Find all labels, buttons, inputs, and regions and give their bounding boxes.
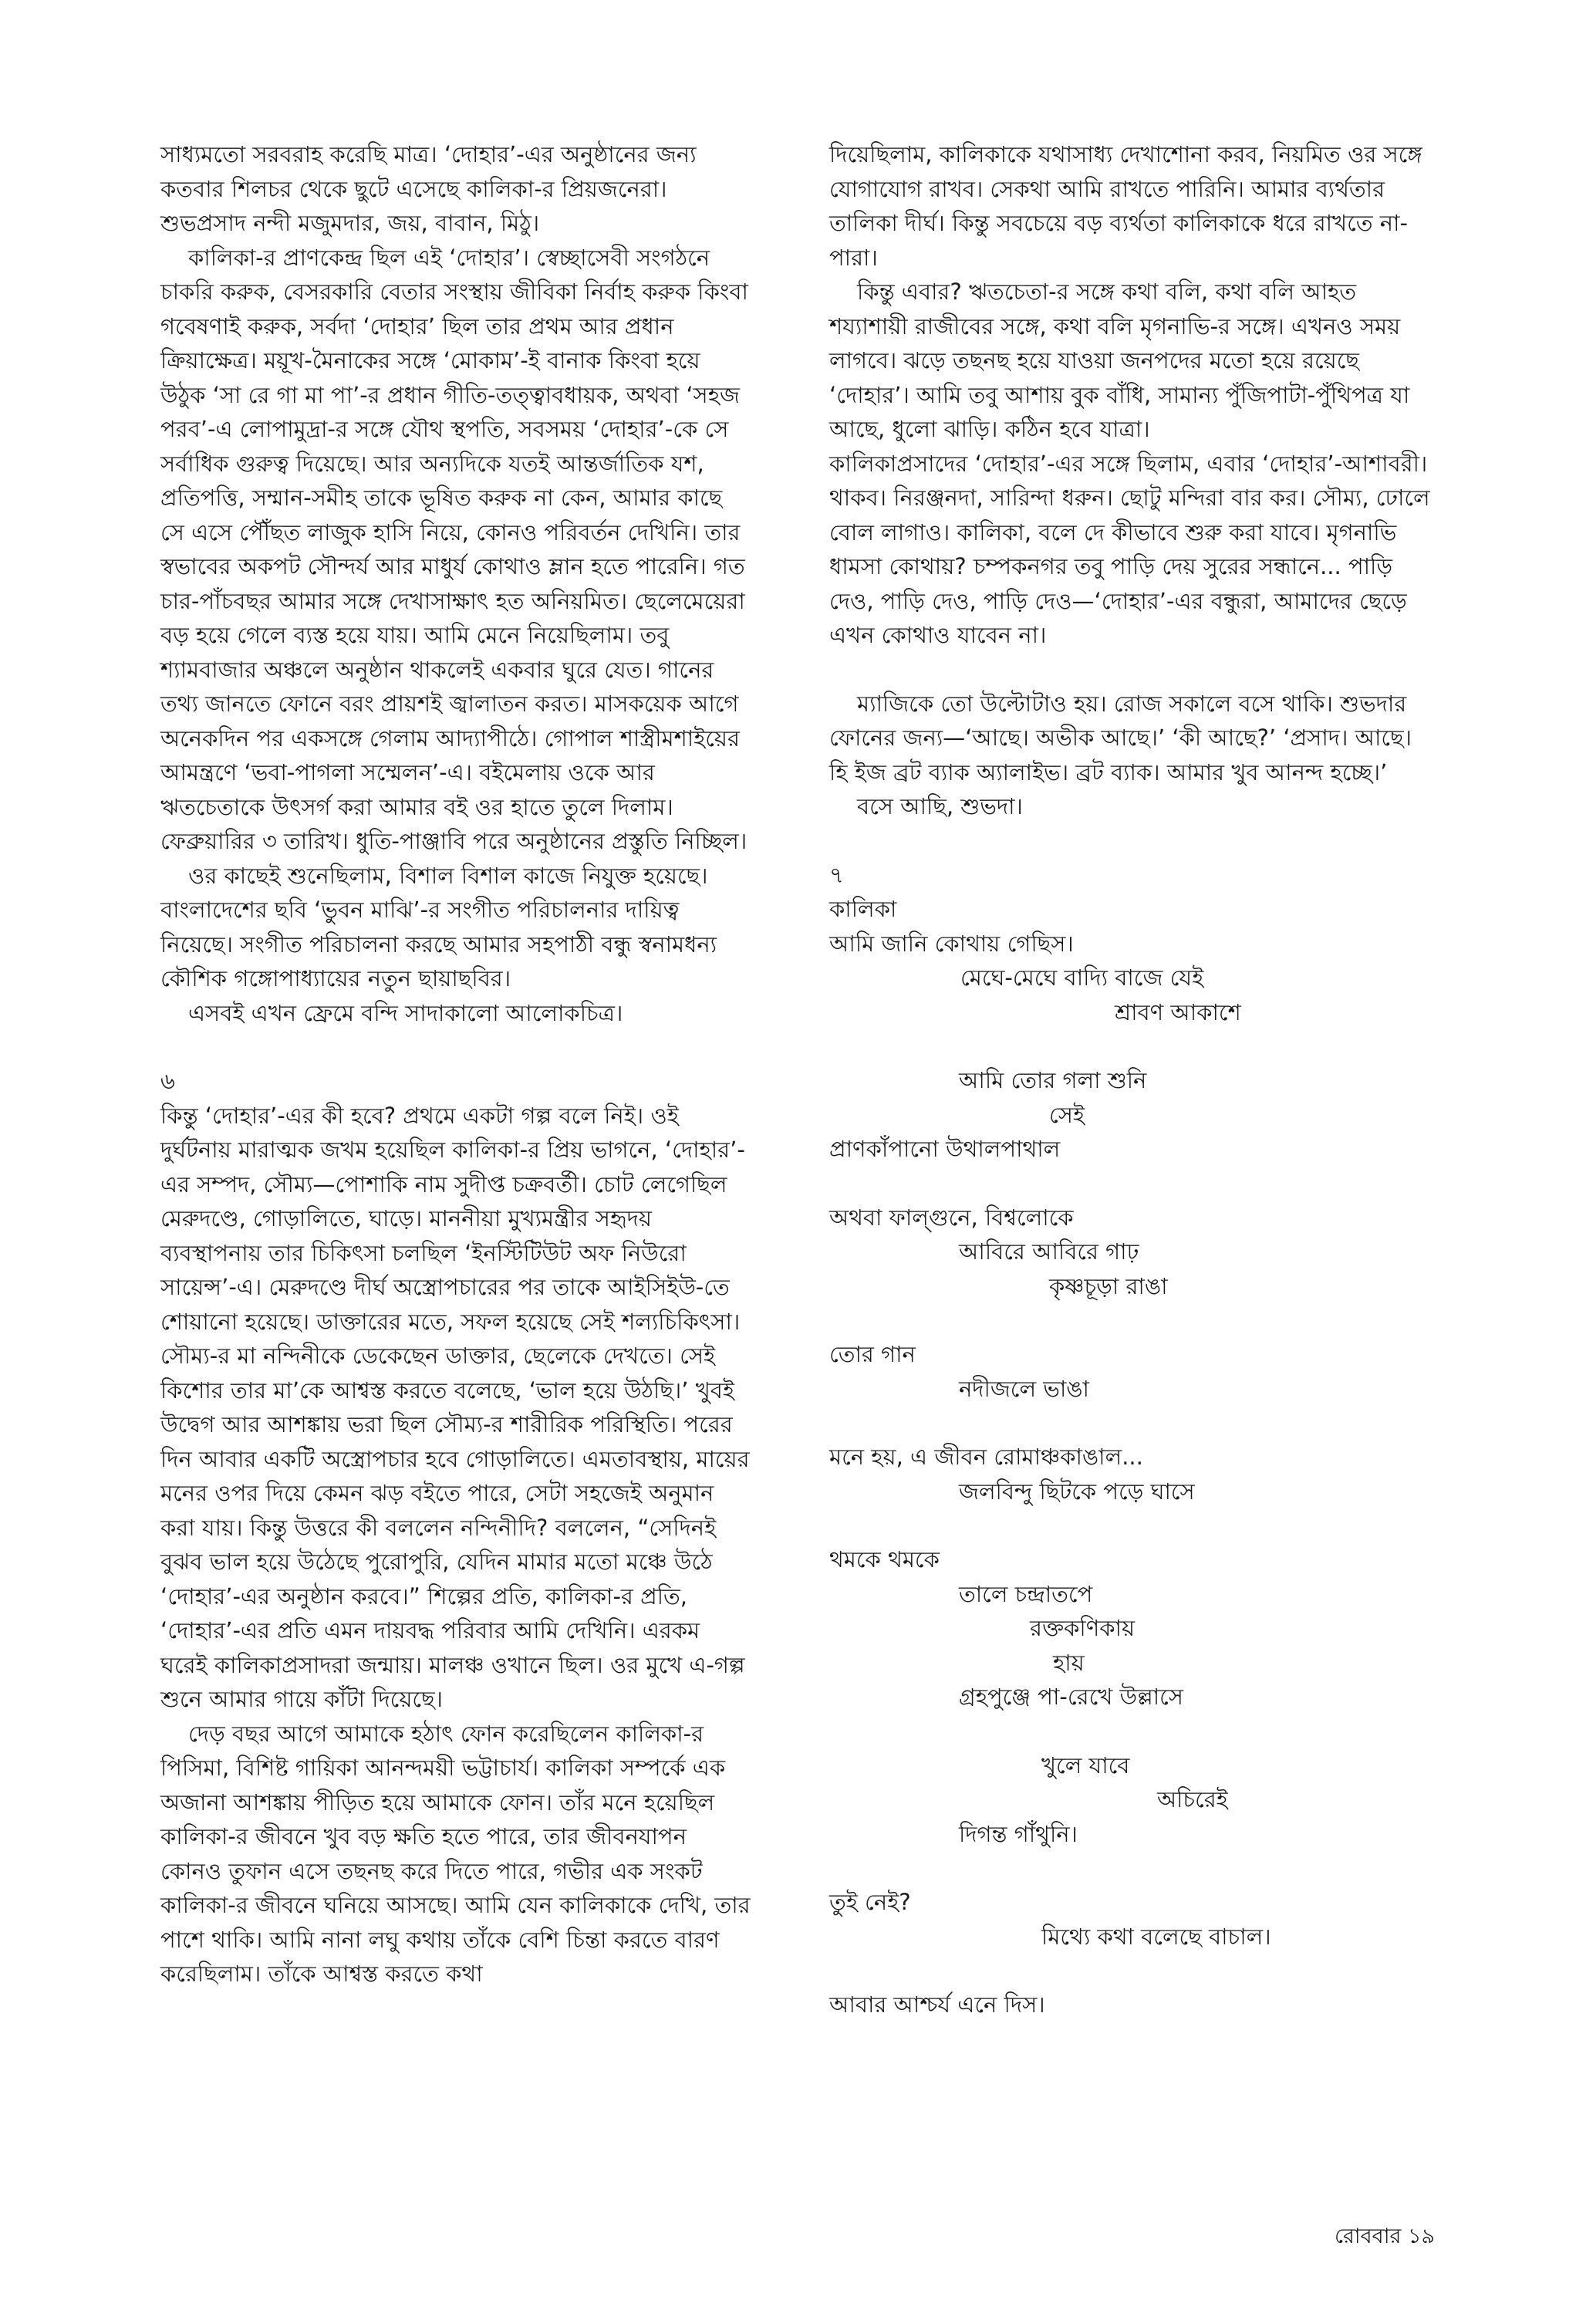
- poem-line: গ্রহপুঞ্জে পা-রেখে উল্লাসে: [959, 1684, 1183, 1710]
- paragraph: কালিকাপ্রসাদের ‘দোহার’-এর সঙ্গে ছিলাম, এবার ‘দোহার’-আশাবরী। থাকব। নিরঞ্জনদা, সারিন্দা ধরুন। ছোটু মন্দিরা বার কর। সৌম্য, ঢোলে বোল লাগাও। কালিকা, বলে দে কীভাবে শুরু করা যাবে। মৃগনাভি ধামসা কোথায়? চম্পকনগর তবু পাড়ি দেয় সুরের সন্ধানে... পাড়ি দেও, পাড়ি দেও, পাড়ি দেও—‘দোহার’-এর বন্ধুরা, আমাদের ছেড়ে এখন কোথাও যাবেন না।: [829, 450, 1430, 648]
- poem-line: সেই: [1049, 1101, 1085, 1128]
- poem-line: খুলে যাবে: [1041, 1751, 1130, 1778]
- poem-line: মেঘে-মেঘে বাদ্যি বাজে যেই: [960, 964, 1204, 991]
- poem-line: আবিরে আবিরে গাঢ়: [959, 1238, 1139, 1265]
- left-column: [160, 137, 751, 1991]
- paragraph: ওর কাছেই শুনেছিলাম, বিশাল বিশাল কাজে নিযুক্ত হয়েছে। বাংলাদেশের ছবি ‘ভুবন মাঝি’-র সংগীত পরিচালনার দায়িত্ব নিয়েছে। সংগীত পরিচালনা করছে আমার সহপাঠী বন্ধু স্বনামধন্য কৌশিক গঙ্গোপাধ্যায়ের নতুন ছায়াছবির।: [160, 862, 717, 991]
- paragraph: বসে আছি, শুভদা।: [857, 793, 1023, 819]
- paragraph: কালিকা-র প্রাণকেন্দ্র ছিল এই ‘দোহার’। স্বেচ্ছাসেবী সংগঠনে চাকরি করুক, বেসরকারি বেতার সংস্থায় জীবিকা নির্বাহ করুক কিংবা গবেষণাই করুক, সর্বদা ‘দোহার’ ছিল তার প্রথম আর প্রধান ক্রিয়াক্ষেত্র। ময়ূখ-মৈনাকের সঙ্গে ‘মোকাম’-ই বানাক কিংবা হয়ে উঠুক ‘সা রে গা মা পা’-র প্রধান গীতি-তত্ত্বাবধায়ক, অথবা ‘সহজ পরব’-এ লোপামুদ্রা-র সঙ্গে যৌথ স্থপতি, সবসময় ‘দোহার’-কে সে সর্বাধিক গুরুত্ব দিয়েছে। আর অন্যদিকে যতই আন্তর্জাতিক যশ, প্রতিপত্তি, সম্মান-সমীহ তাকে ভূষিত করুক না কেন, আমার কাছে সে এসে পৌঁছত লাজুক হাসি নিয়ে, কোনও পরিবর্তন দেখিনি। তার স্বভাবের অকপট সৌন্দর্য আর মাধুর্য কোথাও ম্লান হতে পারেনি। গত চার-পাঁচবছর আমার সঙ্গে দেখাসাক্ষাৎ হত অনিয়মিত। ছেলেমেয়েরা বড় হয়ে গেলে ব্যস্ত হয়ে যায়। আমি মেনে নিয়েছিলাম। তবু শ্যামবাজার অঞ্চলে অনুষ্ঠান থাকলেই একবার ঘুরে যেত। গানের তথ্য জানতে ফোনে বরং প্রায়শই জ্বালাতন করত। মাসকয়েক আগে অনেকদিন পর একসঙ্গে গেলাম আদ্যাপীঠে। গোপাল শাস্ত্রীমশাইয়ের আমন্ত্রণে ‘ভবা-পাগলা সম্মেলন’-এ। বইমেলায় ওকে আর ঋতচেতাকে উৎসর্গ করা আমার বই ওর হাতে তুলে দিলাম। ফেব্রুয়ারির ৩ তারিখ। ধুতি-পাঞ্জাবি পরে অনুষ্ঠানের প্রস্তুতি নিচ্ছিল।: [160, 244, 748, 854]
- poem-line: জলবিন্দু ছিটকে পড়ে ঘাসে: [959, 1478, 1195, 1505]
- poem-line: আমি জানি কোথায় গেছিস।: [829, 930, 1074, 957]
- poem-line: তোর গান: [829, 1341, 916, 1367]
- paragraph: সাধ্যমতো সরবরাহ করেছি মাত্র। ‘দোহার’-এর অনুষ্ঠানের জন্য কতবার শিলচর থেকে ছুটে এসেছে কালিকা-র প্রিয়জনেরা। শুভপ্রসাদ নন্দী মজুমদার, জয়, বাবান, মিঠু।: [160, 141, 697, 236]
- poem-line: নদীজলে ভাঙা: [959, 1375, 1089, 1402]
- poem: [829, 892, 1431, 2022]
- poem-line: মিথ্যে কথা বলেছে বাচাল।: [1041, 1923, 1271, 1950]
- poem-line: আমি তোর গলা শুনি: [959, 1067, 1147, 1093]
- poem-line: কালিকা: [829, 896, 897, 922]
- paragraph: দিয়েছিলাম, কালিকাকে যথাসাধ্য দেখাশোনা করব, নিয়মিত ওর সঙ্গে যোগাযোগ রাখব। সেকথা আমি রাখতে পারিনি। আমার ব্যর্থতার তালিকা দীর্ঘ। কিন্তু সবচেয়ে বড় ব্যর্থতা কালিকাকে ধরে রাখতে না-পারা।: [829, 141, 1422, 271]
- section-number: ৬: [160, 1068, 175, 1094]
- paragraph: দেড় বছর আগে আমাকে হঠাৎ ফোন করেছিলেন কালিকা-র পিসিমা, বিশিষ্ট গায়িকা আনন্দময়ী ভট্টাচার্য। কালিকা সম্পর্কে এক অজানা আশঙ্কায় পীড়িত হয়ে আমাকে ফোন। তাঁর মনে হয়েছিল কালিকা-র জীবনে খুব বড় ক্ষতি হতে পারে, তার জীবনযাপন কোনও তুফান এসে তছনছ করে দিতে পারে, গভীর এক সংকট কালিকা-র জীবনে ঘনিয়ে আসছে। আমি যেন কালিকাকে দেখি, তার পাশে থাকি। আমি নানা লঘু কথায় তাঁকে বেশি চিন্তা করতে বারণ করেছিলাম। তাঁকে আশ্বস্ত করতে কথা: [160, 1720, 751, 1987]
- page-folio: রোববার ১৯: [1335, 2224, 1435, 2248]
- poem-line: তালে চন্দ্রাতপে: [959, 1580, 1093, 1607]
- poem-line: আবার আশ্চর্য এনে দিস।: [829, 1991, 1045, 2018]
- paragraph: কিন্তু এবার? ঋতচেতা-র সঙ্গে কথা বলি, কথা বলি আহত শয্যাশায়ী রাজীবের সঙ্গে, কথা বলি মৃগনাভি-র সঙ্গে। এখনও সময় লাগবে। ঝড়ে তছনছ হয়ে যাওয়া জনপদের মতো হয়ে রয়েছে ‘দোহার’। আমি তবু আশায় বুক বাঁধি, সামান্য পুঁজিপাটা-পুঁথিপত্র যা আছে, ধুলো ঝাড়ি। কঠিন হবে যাত্রা।: [829, 279, 1410, 442]
- paragraph: কিন্তু ‘দোহার’-এর কী হবে? প্রথমে একটা গল্প বলে নিই। ওই দুর্ঘটনায় মারাত্মক জখম হয়েছিল কালিকা-র প্রিয় ভাগনে, ‘দোহার’-এর সম্পদ, সৌম্য—পোশাকি নাম সুদীপ্ত চক্রবর্তী। চোট লেগেছিল মেরুদণ্ডে, গোড়ালিতে, ঘাড়ে। মাননীয়া মুখ্যমন্ত্রীর সহৃদয় ব্যবস্থাপনায় তার চিকিৎসা চলছিল ‘ইনস্টিটিউট অফ নিউরো সায়েন্স’-এ। মেরুদণ্ডে দীর্ঘ অস্ত্রোপচারের পর তাকে আইসিইউ-তে শোয়ানো হয়েছে। ডাক্তারের মতে, সফল হয়েছে সেই শল্যচিকিৎসা। সৌম্য-র মা নন্দিনীকে ডেকেছেন ডাক্তার, ছেলেকে দেখতে। সেই কিশোর তার মা’কে আশ্বস্ত করতে বলেছে, ‘ভাল হয়ে উঠছি।’ খুবই উদ্বেগ আর আশঙ্কায় ভরা ছিল সৌম্য-র শারীরিক পরিস্থিতি। পরের দিন আবার একটি অস্ত্রোপচার হবে গোড়ালিতে। এমতাবস্থায়, মায়ের মনের ওপর দিয়ে কেমন ঝড় বইতে পারে, সেটা সহজেই অনুমান করা যায়। কিন্তু উত্তরে কী বললেন নন্দিনীদি? বললেন, “সেদিনই বুঝব ভাল হয়ে উঠেছে পুরোপুরি, যেদিন মামার মতো মঞ্চে উঠে ‘দোহার’-এর অনুষ্ঠান করবে।” শিল্পের প্রতি, কালিকা-র প্রতি, ‘দোহার’-এর প্রতি এমন দায়বদ্ধ পরিবার আমি দেখিনি। এরকম ঘরেই কালিকাপ্রসাদরা জন্মায়। মালঞ্চ ওখানে ছিল। ওর মুখে এ-গল্প শুনে আমার গায়ে কাঁটা দিয়েছে।: [160, 1102, 750, 1712]
- poem-line: কৃষ্ণচূড়া রাঙা: [1049, 1272, 1168, 1299]
- poem-line: প্রাণকাঁপানো উথালপাথাল: [829, 1136, 1061, 1162]
- poem-line: তুই নেই?: [829, 1889, 911, 1915]
- poem-line: দিগন্ত গাঁথুনি।: [959, 1820, 1078, 1847]
- poem-line: অচিরেই: [1157, 1786, 1228, 1812]
- paragraph: এসবই এখন ফ্রেমে বন্দি সাদাকালো আলোকচিত্র।: [188, 999, 623, 1026]
- section-number: ৭: [829, 861, 844, 888]
- right-column: [829, 137, 1431, 2022]
- poem-line: মনে হয়, এ জীবন রোমাঞ্চকাঙাল...: [829, 1444, 1143, 1470]
- poem-line: রক্তকণিকায়: [1030, 1615, 1136, 1641]
- poem-line: শ্রাবণ আকাশে: [1115, 998, 1241, 1025]
- paragraph: ম্যাজিকে তো উল্টোটাও হয়। রোজ সকালে বসে থাকি। শুভদার ফোনের জন্য—‘আছে। অভীক আছে।’ ‘কী আছে?’ ‘প্রসাদ। আছে। হি ইজ ব্রট ব্যাক অ্যালাইভ। ব্রট ব্যাক। আমার খুব আনন্দ হচ্ছে।’: [829, 690, 1412, 785]
- poem-line: অথবা ফাল্গুনে, বিশ্বলোকে: [829, 1204, 1074, 1231]
- poem-line: হায়: [1053, 1649, 1085, 1676]
- poem-line: থমকে থমকে: [829, 1546, 940, 1572]
